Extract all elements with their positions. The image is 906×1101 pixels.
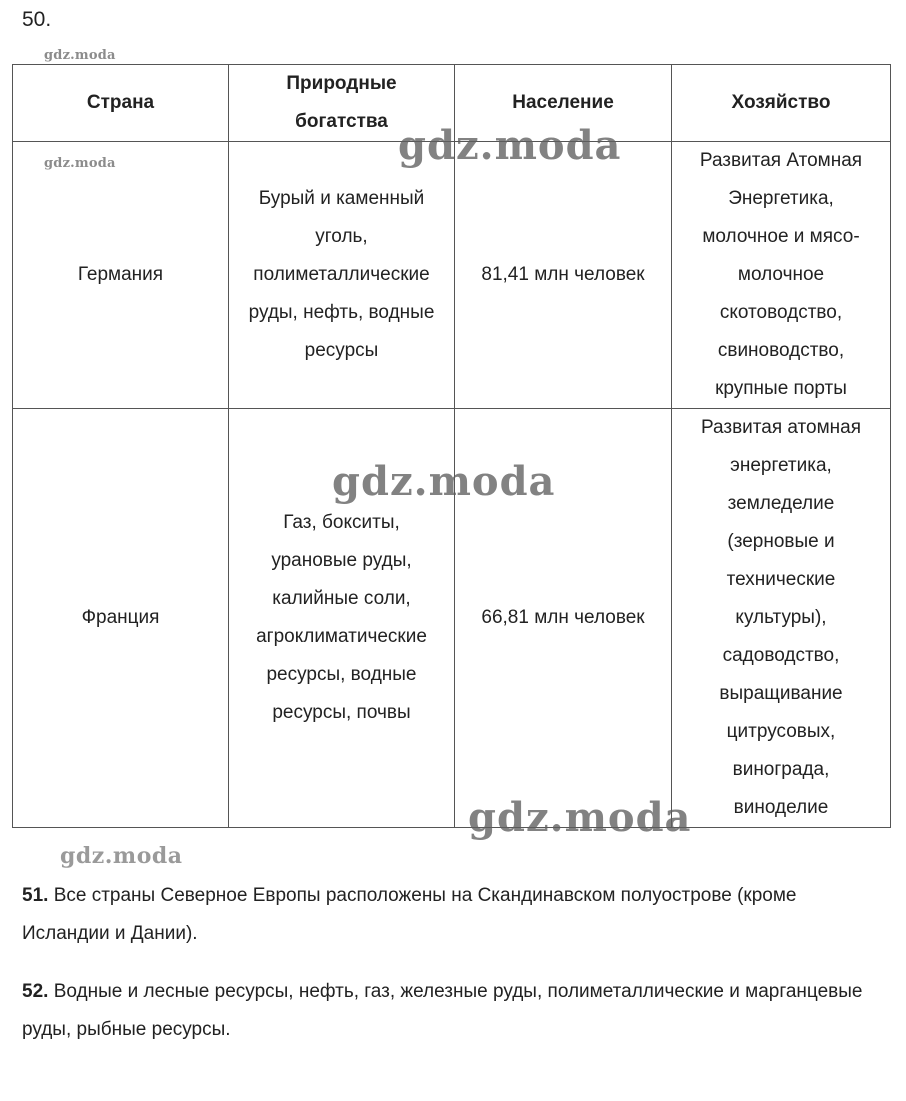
- answer-text: Все страны Северное Европы расположены на Скандинавском полуострове (кроме Исландии и Дании).: [22, 885, 797, 944]
- cell-population: 66,81 млн человек: [455, 409, 672, 828]
- watermark-large-3: gdz.moda: [468, 794, 692, 841]
- table-row: [13, 142, 891, 409]
- answer-52: [22, 973, 882, 1049]
- header-country: Страна: [13, 65, 229, 142]
- task-number: 50.: [22, 8, 52, 31]
- cell-resources: Газ, бокситы, урановые руды, калийные соли, агроклиматические ресурсы, водные ресурсы, почвы: [229, 409, 455, 828]
- answer-51: [22, 877, 882, 953]
- cell-economy: Развитая Атомная Энергетика, молочное и мясо-молочное скотоводство, свиноводство, крупные порты: [672, 142, 891, 409]
- answer-number: 51.: [22, 885, 49, 906]
- data-table: [12, 64, 891, 828]
- table-header-row: [13, 65, 891, 142]
- cell-country: Франция: [13, 409, 229, 828]
- watermark-mid: gdz.moda: [60, 843, 183, 869]
- watermark-large-2: gdz.moda: [332, 458, 556, 505]
- cell-population: 81,41 млн человек: [455, 142, 672, 409]
- watermark-small-top: gdz.moda: [44, 48, 116, 63]
- cell-economy: Развитая атомная энергетика, земледелие (зерновые и технические культуры), садоводство, выращивание цитрусовых, винограда, виноделие: [672, 409, 891, 828]
- table-row: [13, 409, 891, 828]
- answer-number: 52.: [22, 981, 49, 1002]
- header-economy: Хозяйство: [672, 65, 891, 142]
- cell-country: Германия: [13, 142, 229, 409]
- watermark-small-table: gdz.moda: [44, 156, 116, 171]
- answer-text: Водные и лесные ресурсы, нефть, газ, железные руды, полиметаллические и марганцевые руды, рыбные ресурсы.: [22, 981, 863, 1040]
- header-population: Население: [455, 65, 672, 142]
- watermark-large-1: gdz.moda: [398, 122, 622, 169]
- header-resources: Природные богатства: [229, 65, 455, 142]
- cell-resources: Бурый и каменный уголь, полиметаллические руды, нефть, водные ресурсы: [229, 142, 455, 409]
